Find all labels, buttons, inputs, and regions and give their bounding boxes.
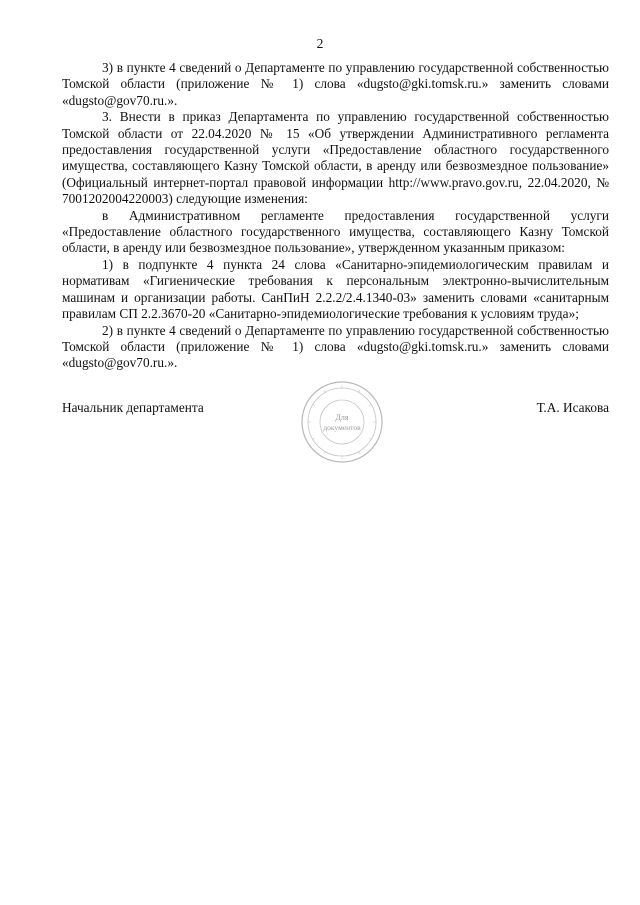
paragraph: 1) в подпункте 4 пункта 24 слова «Санитарно-эпидемиологическим правилам и нормативам «Гигиенические требования к персональным электронно-вычислительным машинам и организации работы. СанПиН 2.2.2/2.4.1340-03» заменить словами «санитарным правилам СП 2.2.3670-20 «Санитарно-эпидемиологические требования к условиям труда»; xyxy=(62,256,609,322)
position-title: Начальник департамента xyxy=(62,400,204,415)
signature-block xyxy=(62,400,609,510)
paragraph: в Административном регламенте предоставления государственной услуги «Предоставление областного государственного имущества, составляющего Казну Томской области, в аренду или безвозмездное пользование», утвержденном указанным приказом: xyxy=(62,207,609,256)
document-body xyxy=(62,60,609,372)
paragraph: 3) в пункте 4 сведений о Департаменте по управлению государственной собственностью Томской области (приложение № 1) слова «dugsto@gki.tomsk.ru.» заменить словами «dugsto@gov70.ru.». xyxy=(62,60,609,108)
stamp-text-2: документов xyxy=(323,423,361,432)
stamp-seal xyxy=(300,380,384,464)
paragraph: 2) в пункте 4 сведений о Департаменте по управлению государственной собственностью Томской области (приложение № 1) слова «dugsto@gki.tomsk.ru.» заменить словами «dugsto@gov70.ru.». xyxy=(62,322,609,371)
stamp-text-1: Для xyxy=(335,413,349,422)
page-number: 2 xyxy=(316,36,324,51)
paragraph: 3. Внести в приказ Департамента по управлению государственной собственностью Томской области от 22.04.2020 № 15 «Об утверждении Административного регламента предоставления государственной услуги «Предоставление областного государственного имущества, составляющего Казну Томской области, в аренду или безвозмездное пользование» (Официальный интернет-портал правовой информации http://www.pravo.gov.ru, 22.04.2020, № 7001202004220003) следующие изменения: xyxy=(62,109,609,207)
signatory-name: Т.А. Исакова xyxy=(536,400,609,415)
